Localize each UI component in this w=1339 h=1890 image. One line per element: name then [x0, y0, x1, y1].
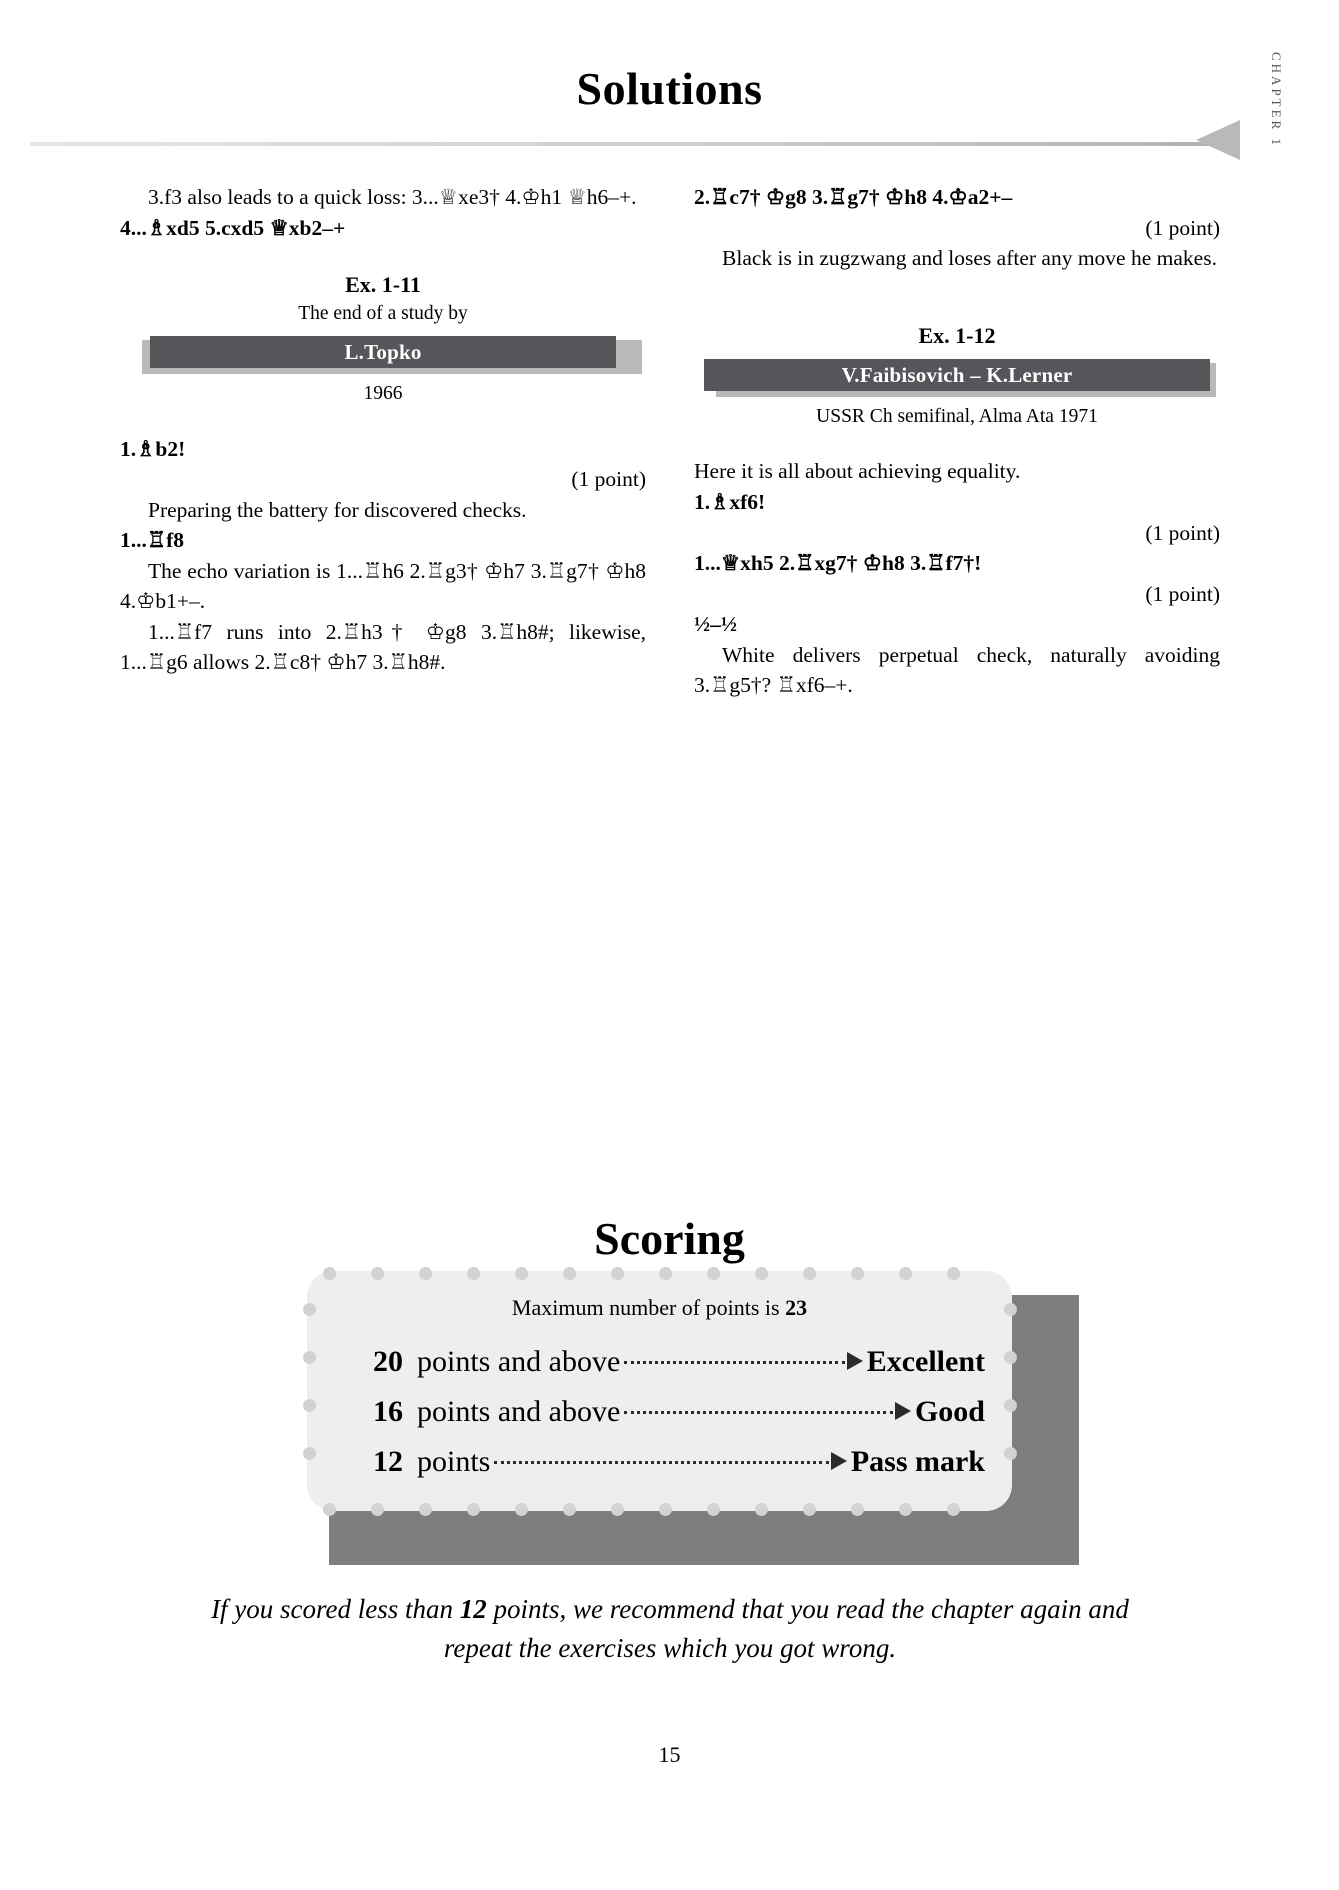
left-paragraph-1: 3.f3 also leads to a quick loss: 3...♕xe3† 4.♔h1 ♕h6–+.	[148, 185, 637, 209]
scoring-row	[345, 1445, 985, 1495]
scoring-row-leader	[494, 1461, 828, 1464]
decorative-dot	[563, 1503, 576, 1516]
right-comment-1: Black is in zugzwang and loses after any move he makes.	[722, 246, 1217, 271]
scoring-row-result: Pass mark	[850, 1445, 985, 1478]
scoring-max-prefix: Maximum number of points is	[511, 1295, 780, 1320]
scoring-row	[345, 1395, 985, 1445]
footnote-threshold: 12	[459, 1594, 487, 1624]
decorative-dot	[947, 1267, 960, 1280]
player-name-text: L.Topko	[150, 336, 616, 368]
left-points-1: (1 point)	[571, 467, 646, 492]
decorative-dot	[803, 1267, 816, 1280]
arrow-right-icon	[831, 1452, 847, 1470]
decorative-dot	[707, 1503, 720, 1516]
footnote-part-2: points, we recommend that you read the chapter again and repeat the exercises which you got wrong.	[443, 1594, 1129, 1664]
scoring-row-result: Good	[914, 1395, 985, 1428]
exercise-label-1-12: Ex. 1-12	[918, 322, 996, 348]
exercise-detail-1-11: 1966	[363, 382, 403, 404]
right-points-1: (1 point)	[1145, 215, 1220, 240]
decorative-dot	[323, 1503, 336, 1516]
left-comment-1: Preparing the battery for discovered checks.	[148, 497, 527, 522]
left-move-2: 1...♖f8	[120, 528, 185, 553]
decorative-dot	[1004, 1351, 1017, 1364]
player-name-bar-1-12	[694, 359, 1220, 399]
decorative-dot	[755, 1267, 768, 1280]
scoring-footnote	[190, 1590, 1150, 1668]
exercise-label-1-11: Ex. 1-11	[345, 272, 421, 298]
decorative-dot	[851, 1503, 864, 1516]
right-comment-3: White delivers perpetual check, naturally avoiding 3.♖g5†? ♖xf6–+.	[694, 642, 1220, 698]
exercise-subtitle-1-11: The end of a study by	[298, 303, 468, 325]
player-name-text: V.Faibisovich – K.Lerner	[704, 359, 1210, 391]
decorative-dot	[899, 1503, 912, 1516]
right-move-2: 1.♗xf6!	[694, 489, 766, 514]
scoring-row-text: points and above	[417, 1395, 621, 1428]
decorative-dot	[323, 1267, 336, 1280]
decorative-dot	[755, 1503, 768, 1516]
scoring-rows	[345, 1345, 985, 1495]
decorative-dot	[659, 1267, 672, 1280]
decorative-dot	[563, 1267, 576, 1280]
decorative-dot	[515, 1267, 528, 1280]
decorative-dot	[467, 1267, 480, 1280]
decorative-dot	[899, 1267, 912, 1280]
arrow-right-icon	[847, 1352, 863, 1370]
right-result: ½–½	[694, 612, 737, 637]
scoring-row-leader	[624, 1361, 844, 1364]
decorative-dot	[419, 1267, 432, 1280]
decorative-dot	[611, 1503, 624, 1516]
page-number: 15	[658, 1742, 681, 1767]
scoring-row-leader	[624, 1411, 893, 1414]
decorative-dot	[611, 1267, 624, 1280]
footnote-part-1: If you scored less than	[211, 1594, 454, 1624]
decorative-dot	[803, 1503, 816, 1516]
decorative-dot	[851, 1267, 864, 1280]
right-points-3: (1 point)	[1145, 581, 1220, 606]
scoring-title: Scoring	[594, 1213, 745, 1264]
scoring-row-text: points	[417, 1445, 491, 1478]
left-comment-2: The echo variation is 1...♖h6 2.♖g3† ♔h7 3.♖g7† ♔h8 4.♔b1+–.	[120, 558, 646, 614]
decorative-dot	[371, 1503, 384, 1516]
right-comment-2: Here it is all about achieving equality.	[694, 459, 1021, 484]
decorative-dot	[515, 1503, 528, 1516]
arrow-right-icon	[895, 1402, 911, 1420]
right-points-2: (1 point)	[1145, 520, 1220, 545]
left-comment-3: 1...♖f7 runs into 2.♖h3† ♔g8 3.♖h8#; likewise, 1...♖g6 allows 2.♖c8† ♔h7 3.♖h8#.	[120, 619, 646, 675]
header-arrow-icon	[1196, 120, 1240, 160]
decorative-dot	[707, 1267, 720, 1280]
chapter-tab-label: CHAPTER 1	[1269, 52, 1284, 148]
decorative-dot	[947, 1503, 960, 1516]
decorative-dot	[419, 1503, 432, 1516]
scoring-row-number: 12	[373, 1445, 403, 1478]
page-title: Solutions	[576, 63, 763, 114]
scoring-row	[345, 1345, 985, 1395]
header-rule	[30, 142, 1210, 146]
decorative-dot	[303, 1351, 316, 1364]
player-name-bar-1-11	[120, 336, 646, 376]
decorative-dot	[1004, 1399, 1017, 1412]
body-columns	[120, 182, 1220, 701]
decorative-dot	[303, 1399, 316, 1412]
right-move-1: 2.♖c7† ♔g8 3.♖g7† ♔h8 4.♔a2+–	[694, 185, 1013, 209]
left-column	[120, 182, 646, 701]
exercise-detail-1-12: USSR Ch semifinal, Alma Ata 1971	[816, 405, 1098, 427]
decorative-dot	[303, 1447, 316, 1460]
decorative-dot	[659, 1503, 672, 1516]
scoring-max-points: 23	[785, 1295, 808, 1320]
left-move-1: 1.♗b2!	[120, 436, 186, 461]
decorative-dot	[371, 1267, 384, 1280]
right-move-3: 1...♕xh5 2.♖xg7† ♔h8 3.♖f7†!	[694, 551, 982, 576]
right-column	[694, 182, 1220, 701]
scoring-max-line	[307, 1295, 1012, 1321]
scoring-row-number: 20	[373, 1345, 403, 1378]
decorative-dot	[1004, 1447, 1017, 1460]
scoring-row-text: points and above	[417, 1345, 621, 1378]
decorative-dot	[467, 1503, 480, 1516]
left-move-line-1: 4...♗xd5 5.cxd5 ♕xb2–+	[120, 215, 346, 240]
scoring-row-number: 16	[373, 1395, 403, 1428]
scoring-row-result: Excellent	[866, 1345, 985, 1378]
